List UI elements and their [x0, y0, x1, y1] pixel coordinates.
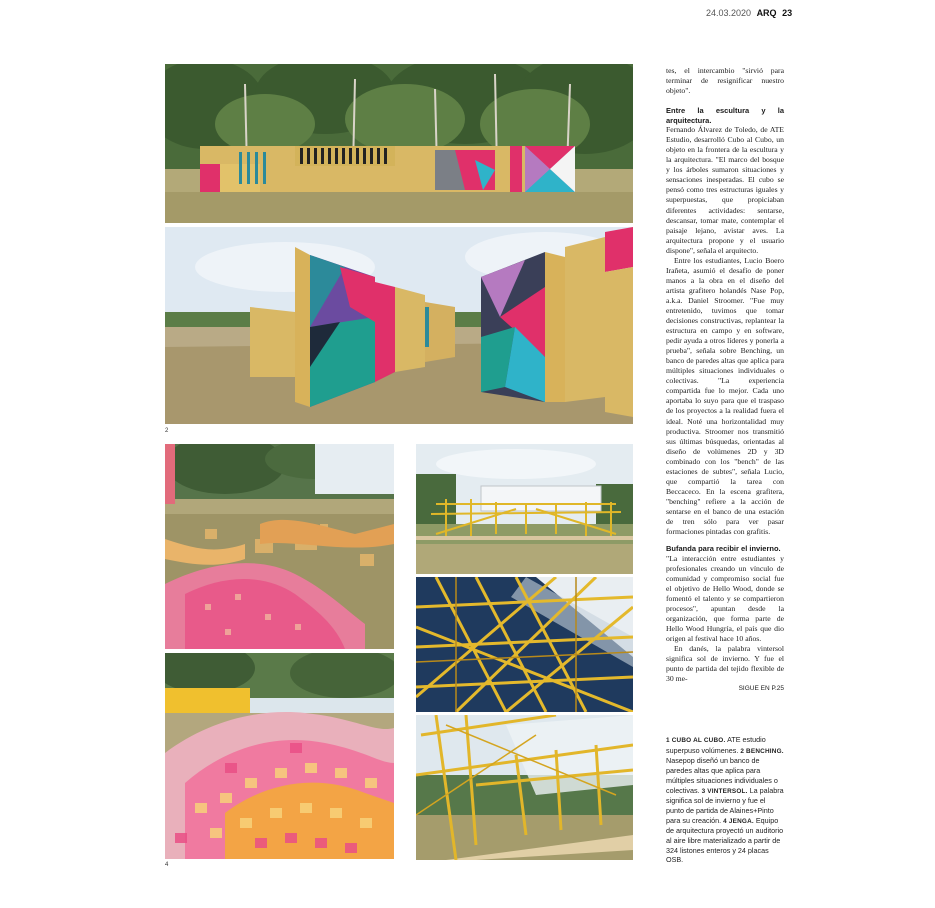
article-paragraph: En danés, la palabra vintersol significa sol de invierno. Y fue el punto de partida del tejido flexible de 30 me-: [666, 643, 784, 684]
photo-jenga-beams: [416, 577, 633, 712]
article-column: [666, 66, 784, 693]
photo-jenga-boardwalk: [416, 715, 633, 860]
article-paragraph: Entre los estudiantes, Lucio Boero Irañeta, asumió el desafío de poner manos a la obra en el diseño del artista grafitero holandés Nase Pop, a.k.a. Daniel Stroomer. "Fue muy entretenido, tuvimos que tomar decisiones constructivas, replantear la estructura en campo y en software, pedir ayuda a otros líderes y ponerla a prueba", señala sobre Benching, un banco de paredes altas que aplica para múltiples situaciones individuales o colectivas. "La experiencia compartida fue lo mejor. Cada uno aportaba lo suyo para que el traspaso de los proyectos a la realidad fuera el ideal. Noté una horizontalidad muy productiva. Stroomer nos transmitió sus últimas búsquedas, orientadas al diseño de volúmenes 2D y 3D combinado con los "bench" de las estaciones de subtes", señala Lucio, que compartió la tarea con Beccaceco. En la escena grafitera, "benching" refiere a la acción de sentarse en el banco de una estación de tren sólo para ver pasar formaciones pintadas con grafitis.: [666, 255, 784, 537]
header-date: 24.03.2020: [706, 8, 752, 18]
caption-text-3: La palabra significa sol de invierno y fue el punto de partida de Alaines+Pinto para su creación.: [666, 785, 784, 825]
header-section: ARQ: [756, 8, 777, 18]
continued-note: SIGUE EN P.25: [738, 685, 784, 693]
article-paragraph: "La interacción entre estudiantes y profesionales creando un vínculo de comunidad y compromiso social fue el objetivo de Hello Wood, donde se fomentó el talento y se compartieron procesos", apuntan desde la organización, que forma parte de Hello Wood Hungría, el país que dio origen al festival hace 10 años.: [666, 553, 784, 643]
article-paragraph: Fernando Álvarez de Toledo, de ATE Estudio, desarrolló Cubo al Cubo, un objeto en la frontera de la escultura y la arquitectura. "El marco del bosque y los árboles sumaron situaciones y sensaciones inesperadas. El cubo se pensó como tres estructuras iguales y superpuestas, que propiciaban diferentes actividades: sentarse, descansar, tomar mate, contemplar el paisaje lejano, avistar aves. La arquitectura propone y el usuario dispone", señala el arquitecto.: [666, 125, 784, 255]
section-heading-escultura: Entre la escultura y la arquitectura.: [666, 106, 784, 125]
photo-number-2: 2: [165, 428, 169, 434]
caption-label-4: 4 JENGA.: [723, 817, 754, 825]
photo-vintersol-blocks: [165, 653, 394, 859]
caption-label-2: 2 BENCHING.: [740, 747, 784, 755]
article-intro: tes, el intercambio "sirvió para terminar de resignificar nuestro objeto".: [666, 66, 784, 96]
photo-benching: [165, 227, 633, 424]
caption-text-2: Nasepop diseñó un banco de paredes altas que aplica para múltiples situaciones individuales o colectivas.: [666, 756, 778, 795]
photo-jenga-structure: [416, 444, 633, 574]
photo-cubo-al-cubo: [165, 64, 633, 223]
header-page-number: 23: [782, 8, 793, 18]
photo-vintersol-field: [165, 444, 394, 649]
caption-label-3: 3 VINTERSOL.: [701, 787, 748, 795]
caption-label-1: 1 CUBO AL CUBO.: [666, 737, 726, 744]
section-heading-bufanda: Bufanda para recibir el invierno.: [666, 544, 781, 554]
caption-text-1: ATE estudio superpuso volúmenes.: [666, 735, 766, 755]
photo-captions: [666, 735, 784, 865]
caption-text-4: Equipo de arquitectura proyectó un auditorio al aire libre materializado a partir de 324 listones enteros y 24 placas OSB.: [666, 815, 784, 865]
page-header: [706, 8, 792, 18]
photo-number-4: 4: [165, 862, 169, 868]
